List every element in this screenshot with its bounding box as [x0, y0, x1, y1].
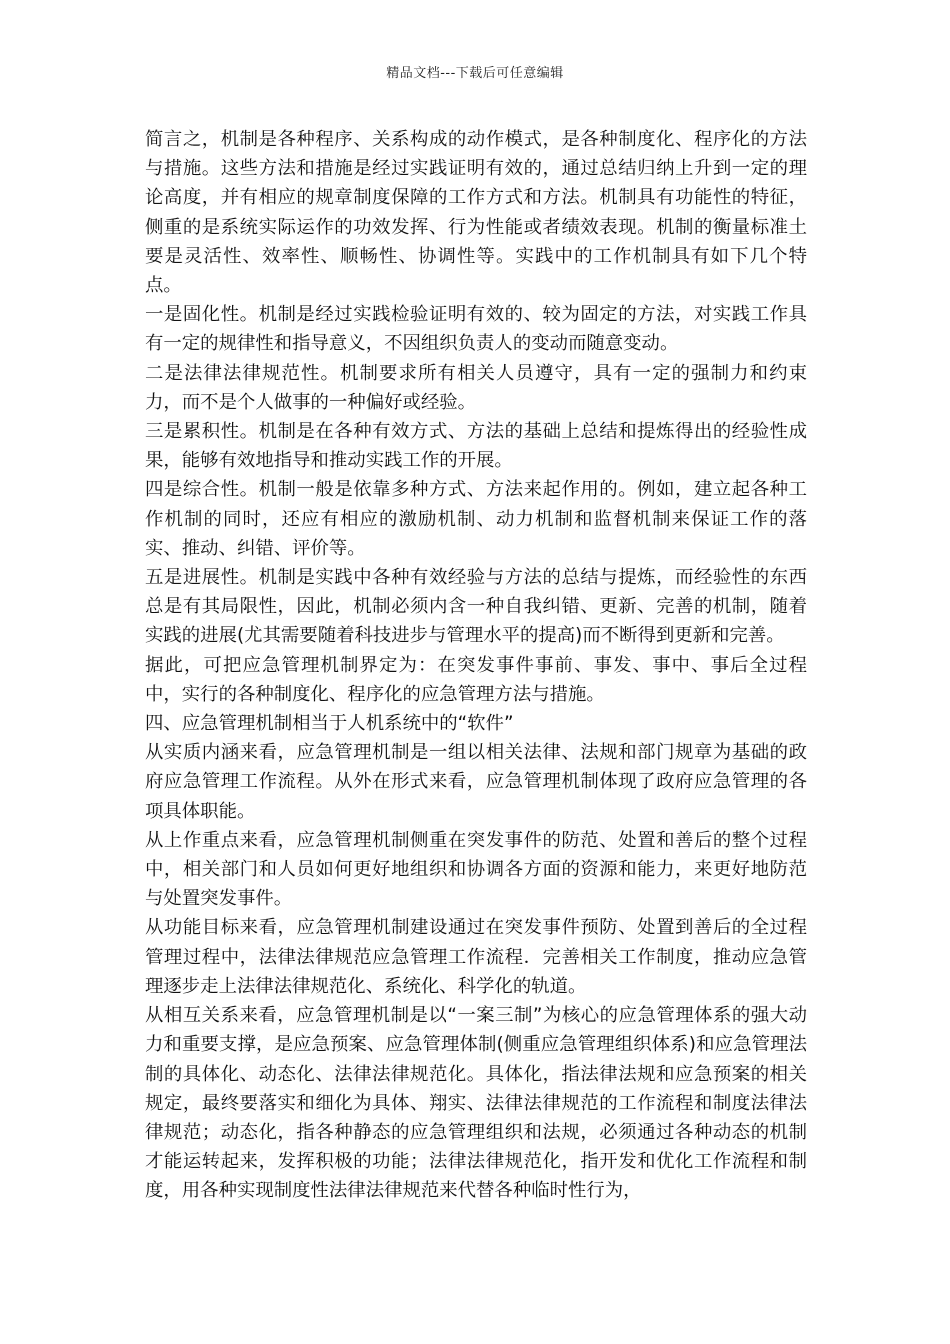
paragraph-feature-2: 二是法律法律规范性。机制要求所有相关人员遵守，具有一定的强制力和约束力，而不是个人做事的一种偏好或经验。 [145, 362, 807, 413]
paragraph-feature-4: 四是综合性。机制一般是依靠多种方式、方法来起作用的。例如，建立起各种工作机制的同时，还应有相应的激励机制、动力机制和监督机制来保证工作的落实、推动、纠错、评价等。 [145, 479, 807, 559]
paragraph-function: 从功能目标来看，应急管理机制建设通过在突发事件预防、处置到善后的全过程管理过程中，法律法律规范应急管理工作流程．完善相关工作制度，推动应急管理逐步走上法律法律规范化、系统化、科学化的轨道。 [145, 917, 807, 997]
paragraph-feature-5: 五是进展性。机制是实践中各种有效经验与方法的总结与提炼，而经验性的东西总是有其局限性，因此，机制必须内含一种自我纠错、更新、完善的机制，随着实践的进展(尤其需要随着科技进步与管理水平的提高)而不断得到更新和完善。 [145, 567, 807, 647]
paragraph-feature-1: 一是固化性。机制是经过实践检验证明有效的、较为固定的方法，对实践工作具有一定的规律性和指导意义，不因组织负责人的变动而随意变动。 [145, 304, 807, 355]
section-heading-4: 四、应急管理机制相当于人机系统中的“软件” [145, 713, 514, 735]
paragraph-focus: 从上作重点来看，应急管理机制侧重在突发事件的防范、处置和善后的整个过程中，相关部门和人员如何更好地组织和协调各方面的资源和能力，来更好地防范与处置突发事件。 [145, 829, 807, 910]
paragraph-feature-3: 三是累积性。机制是在各种有效方式、方法的基础上总结和提炼得出的经验性成果，能够有效地指导和推动实践工作的开展。 [145, 421, 807, 472]
paragraph-essence: 从实质内涵来看，应急管理机制是一组以相关法律、法规和部门规章为基础的政府应急管理工作流程。从外在形式来看，应急管理机制体现了政府应急管理的各项具体职能。 [145, 742, 807, 822]
paragraph-intro: 简言之，机制是各种程序、关系构成的动作模式，是各种制度化、程序化的方法与措施。这些方法和措施是经过实践证明有效的，通过总结归纳上升到一定的理论高度，并有相应的规章制度保障的工作方式和方法。机制具有功能性的特征，侧重的是系统实际运作的功效发挥、行为性能或者绩效表现。机制的衡量标准土要是灵活性、效率性、顺畅性、协调性等。实践中的工作机制具有如下几个特点。 [145, 129, 807, 297]
document-body [145, 125, 807, 1206]
paragraph-definition: 据此，可把应急管理机制界定为：在突发事件事前、事发、事中、事后全过程中，实行的各种制度化、程序化的应急管理方法与措施。 [145, 654, 807, 705]
document-header: 精品文档---下载后可任意编辑 [386, 66, 564, 81]
paragraph-relationship: 从相互关系来看，应急管理机制是以“一案三制”为核心的应急管理体系的强大动力和重要支撑，是应急预案、应急管理体制(侧重应急管理组织体系)和应急管理法制的具体化、动态化、法律法律规范化。具体化，指法律法规和应急预案的相关规定，最终要落实和细化为具体、翔实、法律法律规范的工作流程和制度法律法律规范；动态化，指各种静态的应急管理组织和法规，必须通过各种动态的机制才能运转起来，发挥积极的功能；法律法律规范化，指开发和优化工作流程和制度，用各种实现制度性法律法律规范来代替各种临时性行为， [145, 1005, 807, 1202]
